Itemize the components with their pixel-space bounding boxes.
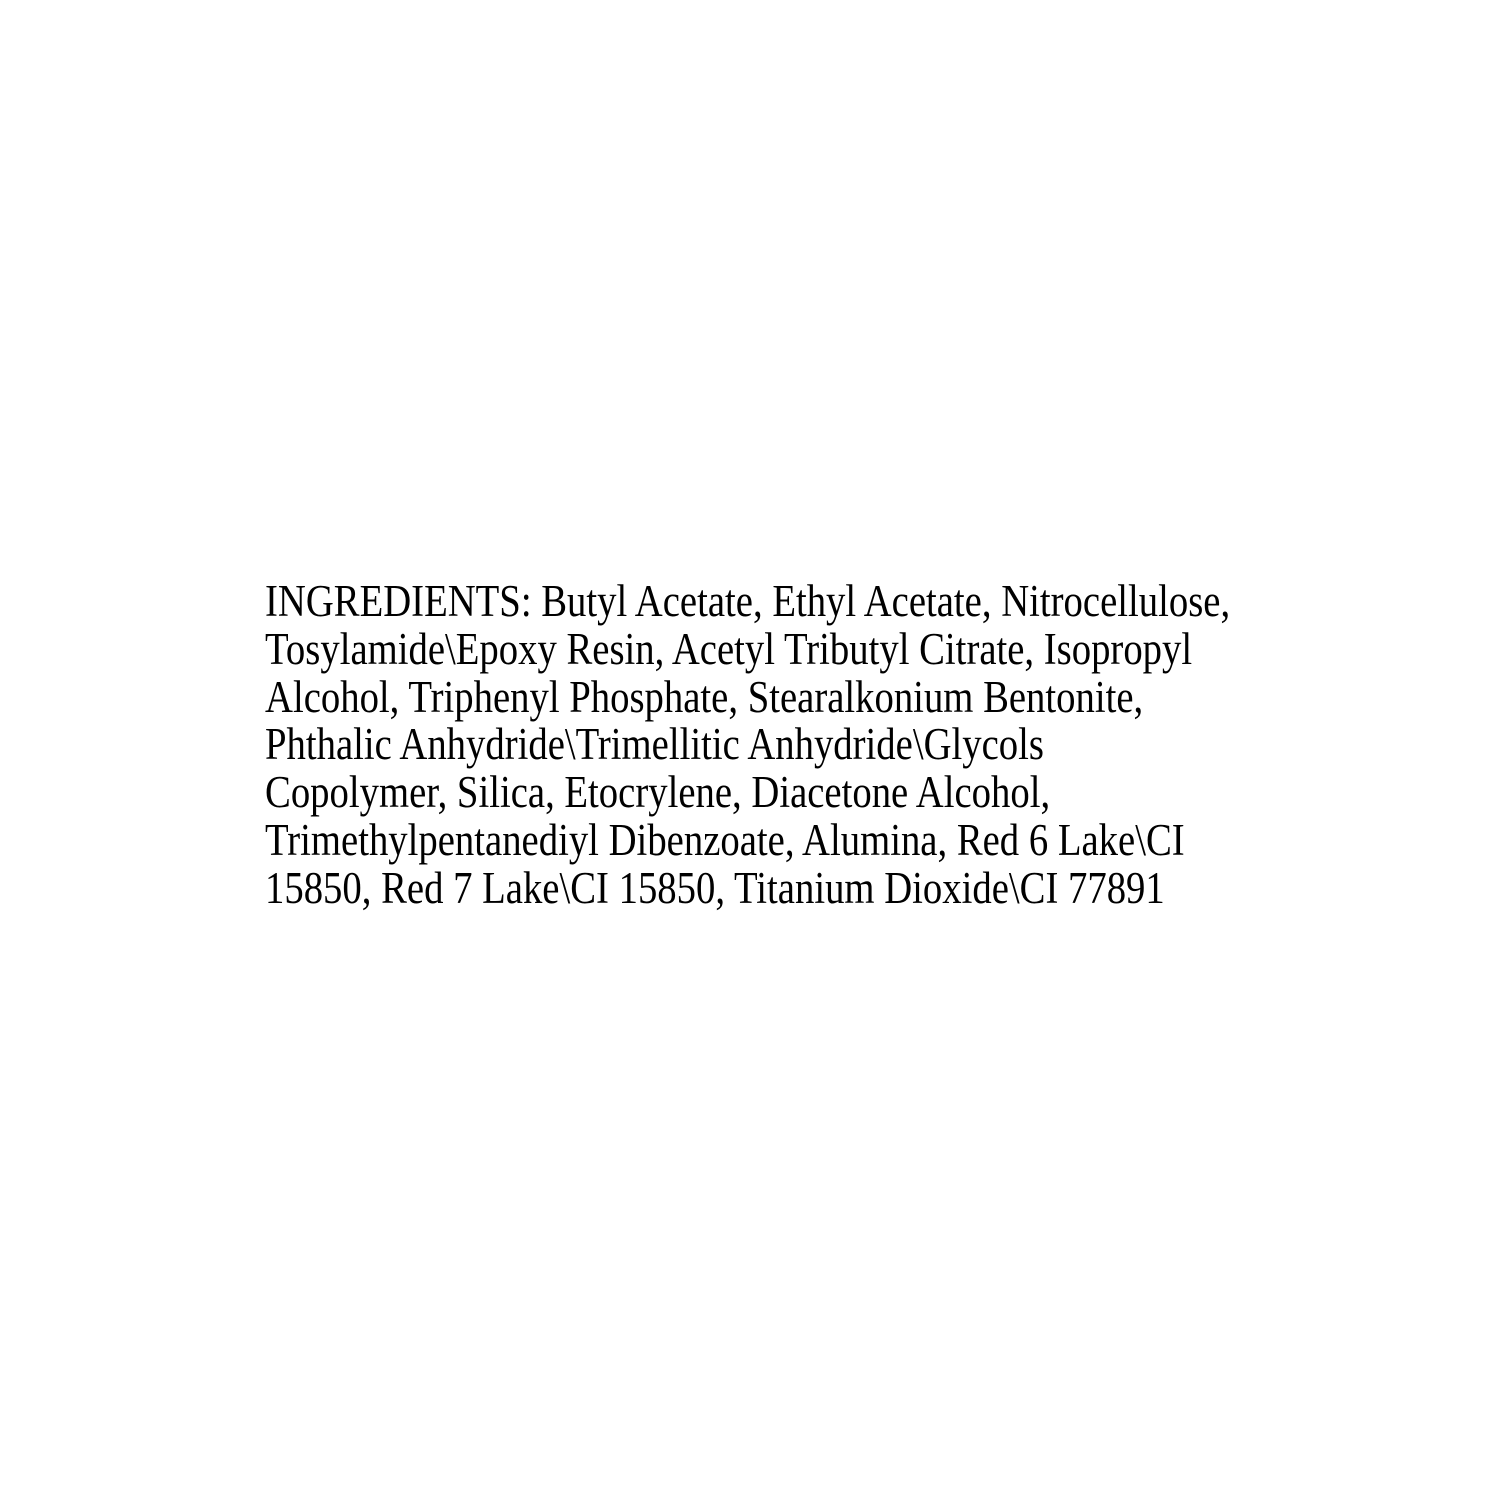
ingredients-line: Trimethylpentanediyl Dibenzoate, Alumina, Red 6 Lake\CI — [265, 814, 1185, 865]
ingredients-text-block — [265, 578, 1230, 913]
ingredients-line: INGREDIENTS: Butyl Acetate, Ethyl Acetate, Nitrocellulose, — [265, 576, 1231, 626]
ingredients-line: 15850, Red 7 Lake\CI 15850, Titanium Dioxide\CI 77891 — [265, 862, 1165, 913]
ingredients-line: Copolymer, Silica, Etocrylene, Diacetone Alcohol, — [265, 767, 1051, 818]
ingredients-line: Phthalic Anhydride\Trimellitic Anhydride\Glycols — [265, 719, 1044, 770]
ingredients-line: Tosylamide\Epoxy Resin, Acetyl Tributyl Citrate, Isopropyl — [265, 623, 1193, 674]
ingredients-line: Alcohol, Triphenyl Phosphate, Stearalkonium Bentonite, — [265, 671, 1144, 722]
